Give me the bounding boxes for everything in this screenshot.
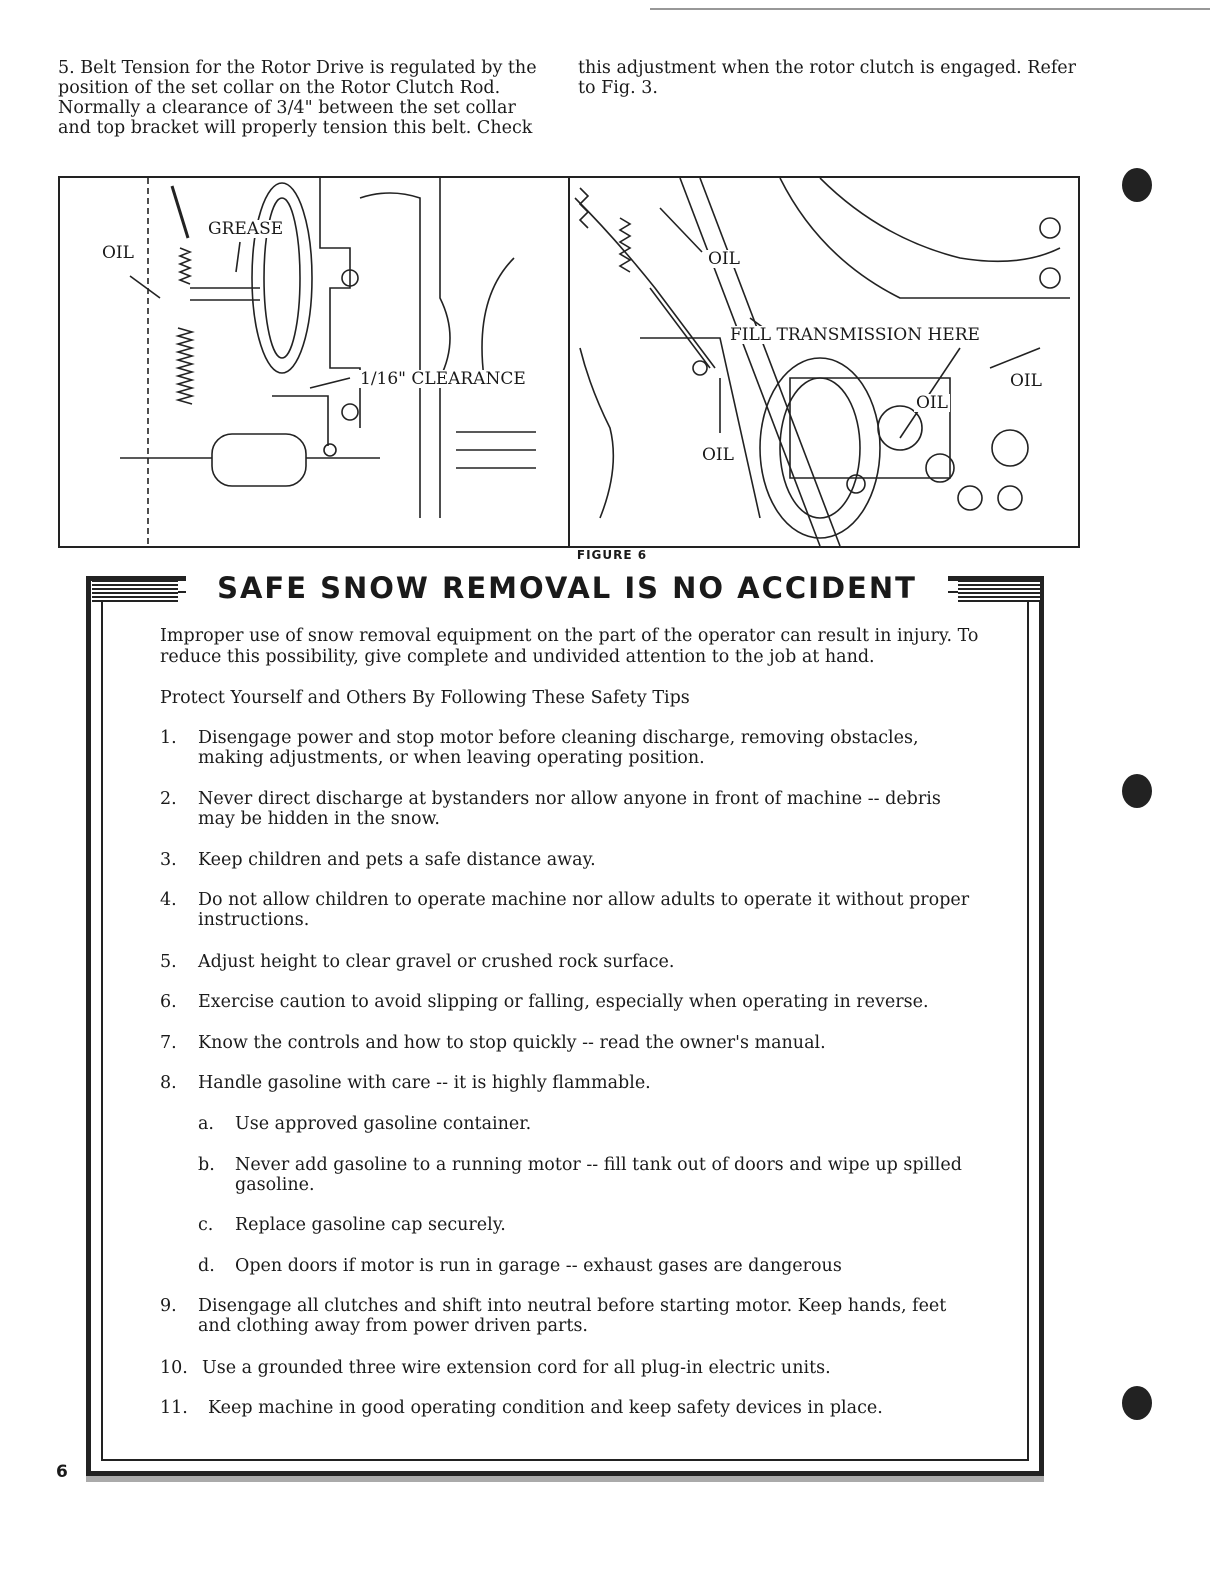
subtip-text: Open doors if motor is run in garage -- exhaust gases are dangerous [235,1256,842,1276]
label-oil-left: OIL [102,243,134,263]
tip-number: 1. [160,728,177,748]
subtip-text: Replace gasoline cap securely. [235,1215,506,1235]
tip-8 [160,1073,651,1093]
label-grease: GREASE [208,219,284,239]
safety-tips-heading: Protect Yourself and Others By Following These Safety Tips [160,688,690,708]
page-number: 6 [56,1462,68,1482]
subtip-b [160,1155,980,1195]
label-fill-transmission: FILL TRANSMISSION HERE [730,325,980,345]
tip-text: Use a grounded three wire extension cord for all plug-in electric units. [202,1358,831,1378]
tip-7 [160,1033,826,1053]
intro-right-column: this adjustment when the rotor clutch is engaged. Refer to Fig. 3. [578,58,1077,98]
label-oil-top: OIL [708,249,740,269]
subtip-text: Use approved gasoline container. [235,1114,532,1134]
tip-number: 4. [160,890,177,910]
tip-text: Adjust height to clear gravel or crushed rock surface. [198,952,675,972]
safety-title: SAFE SNOW REMOVAL IS NO ACCIDENT [186,566,948,610]
tip-text: Never direct discharge at bystanders nor allow anyone in front of machine -- debris may be hidden in the snow. [198,789,941,829]
tip-2 [160,789,980,829]
tip-text: Handle gasoline with care -- it is highly flammable. [198,1073,651,1093]
subtip-letter: a. [198,1114,214,1134]
figure-caption: FIGURE 6 [576,548,648,562]
tip-1 [160,728,980,768]
punch-hole-top [1122,168,1152,202]
label-oil-bottom: OIL [702,445,734,465]
safety-box [86,576,1044,1476]
punch-hole-middle [1122,774,1152,808]
subtip-letter: c. [198,1215,214,1235]
tip-number: 10. [160,1358,188,1378]
tip-number: 9. [160,1296,177,1316]
tip-number: 8. [160,1073,177,1093]
tip-text: Disengage power and stop motor before cleaning discharge, removing obstacles, making adjustments, or when leaving operating position. [198,728,919,768]
tip-text: Keep children and pets a safe distance away. [198,850,596,870]
label-oil-center: OIL [916,393,948,413]
subtip-letter: d. [198,1256,215,1276]
subtip-letter: b. [198,1155,215,1175]
safety-intro: Improper use of snow removal equipment on the part of the operator can result in injury. To reduce this possibility, give complete and undivided attention to the job at hand. [160,626,979,667]
punch-hole-bottom [1122,1386,1152,1420]
subtip-a [160,1114,531,1134]
tip-number: 3. [160,850,177,870]
tip-number: 5. [160,952,177,972]
title-rule-right [958,580,1040,602]
intro-left-column: 5. Belt Tension for the Rotor Drive is regulated by the position of the set collar on the Rotor Clutch Rod. Normally a clearance of 3/4" between the set collar and top bracket will properly tension this belt. Check [58,58,537,138]
subtip-d [160,1256,842,1276]
tip-text: Keep machine in good operating condition and keep safety devices in place. [208,1398,883,1418]
tip-text: Do not allow children to operate machine nor allow adults to operate it without proper instructions. [198,890,970,930]
tip-number: 7. [160,1033,177,1053]
tip-6 [160,992,929,1012]
tip-11 [160,1398,883,1418]
tip-3 [160,850,596,870]
tip-10 [160,1358,831,1378]
figure-6 [58,176,1080,548]
label-clearance: 1/16" CLEARANCE [360,369,526,389]
safety-box-shadow [86,1476,1044,1482]
subtip-text: Never add gasoline to a running motor -- fill tank out of doors and wipe up spilled gasoline. [235,1155,962,1195]
tip-text: Exercise caution to avoid slipping or falling, especially when operating in reverse. [198,992,929,1012]
tip-number: 6. [160,992,177,1012]
tip-4 [160,890,980,930]
tip-5 [160,952,674,972]
tip-number: 11. [160,1398,188,1418]
label-oil-right: OIL [1010,371,1042,391]
tip-number: 2. [160,789,177,809]
subtip-c [160,1215,506,1235]
title-rule-left [92,580,178,602]
figure-divider [568,178,570,546]
scan-top-edge [650,8,1210,10]
tip-text: Know the controls and how to stop quickly -- read the owner's manual. [198,1033,826,1053]
tip-9 [160,1296,980,1336]
tip-text: Disengage all clutches and shift into neutral before starting motor. Keep hands, feet and clothing away from power driven parts. [198,1296,947,1336]
